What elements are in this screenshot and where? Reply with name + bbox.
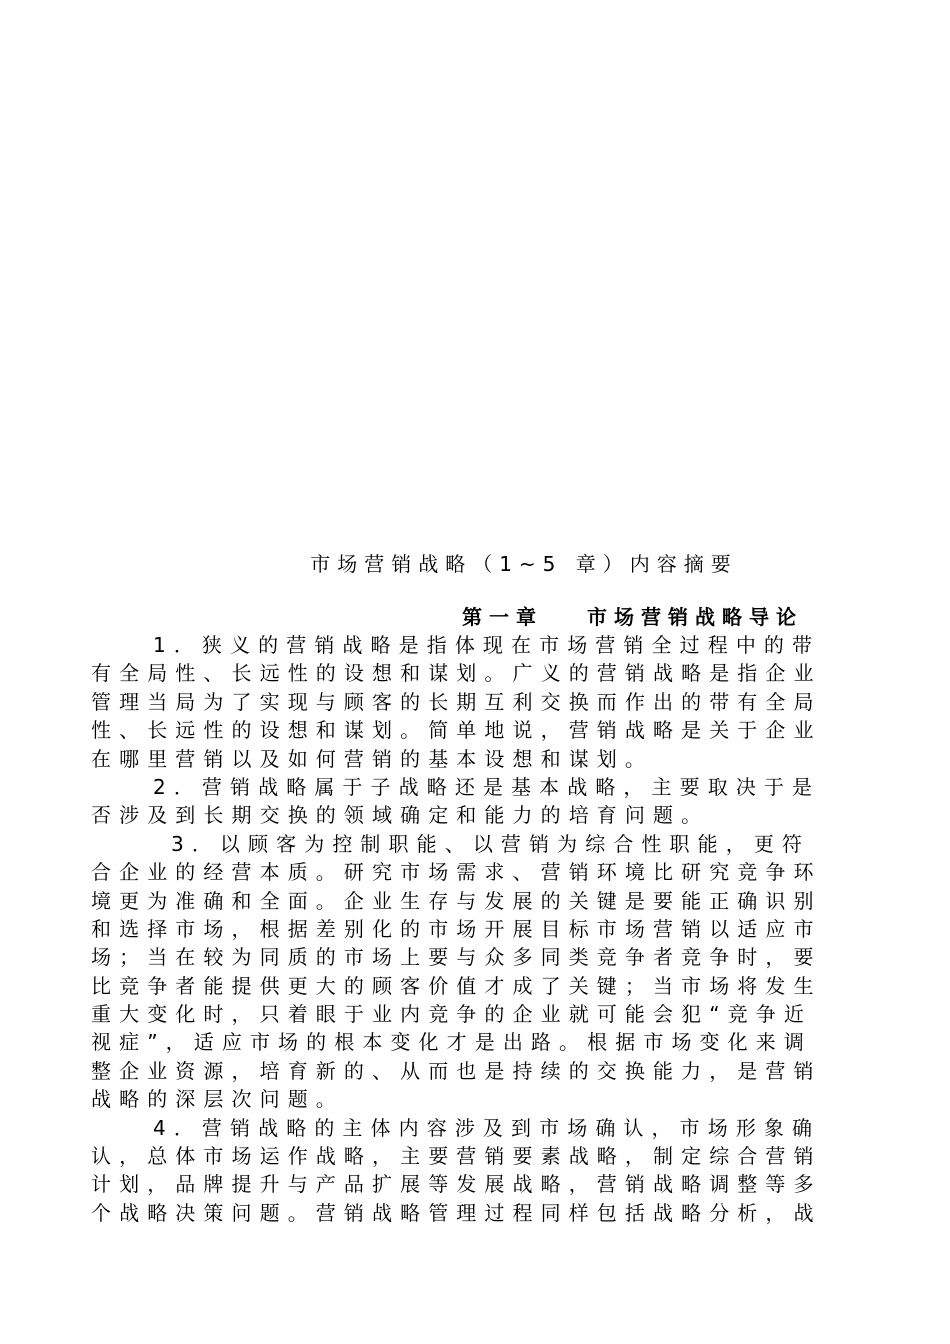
paragraph-3-line: 和选择市场，根据差别化的市场开展目标市场营销以适应市 [91, 916, 822, 941]
paragraph-3-line: 合企业的经营本质。研究市场需求、营销环境比研究竞争环 [91, 860, 822, 885]
paragraph-1-line: 1．狭义的营销战略是指体现在市场营销全过程中的带 [153, 633, 821, 657]
paragraph-4-line: 认，总体市场运作战略，主要营销要素战略，制定综合营销 [91, 1144, 822, 1169]
paragraph-4-line: 4．营销战略的主体内容涉及到市场确认，市场形象确 [153, 1115, 821, 1140]
paragraph-3-line: 场；当在较为同质的市场上要与众多同类竞争者竞争时，要 [91, 945, 822, 970]
paragraph-4-line: 计划，品牌提升与产品扩展等发展战略，营销战略调整等多 [91, 1172, 822, 1197]
chapter-number: 第一章 [462, 605, 543, 629]
paragraph-3-line: 战略的深层次问题。 [91, 1087, 344, 1112]
paragraph-3-line: 整企业资源，培育新的、从而也是持续的交换能力，是营销 [91, 1058, 822, 1083]
paragraph-3-line: 3．以顾客为控制职能、以营销为综合性职能，更符 [171, 831, 811, 856]
paragraph-3-line: 视症”，适应市场的根本变化才是出路。根据市场变化来调 [91, 1030, 812, 1055]
paragraph-4-line: 个战略决策问题。营销战略管理过程同样包括战略分析，战 [91, 1200, 822, 1225]
paragraph-3-line: 境更为准确和全面。企业生存与发展的关键是要能正确识别 [91, 888, 822, 913]
paragraph-3-line: 重大变化时，只着眼于业内竞争的企业就可能会犯“竞争近 [91, 1002, 812, 1027]
body-text [91, 631, 855, 1227]
paragraph-1-line: 管理当局为了实现与顾客的长期互利交换而作出的带有全局 [91, 689, 822, 714]
paragraph-2-line: 否涉及到长期交换的领域确定和能力的培育问题。 [91, 803, 710, 828]
paragraph-3-line: 比竞争者能提供更大的顾客价值才成了关键；当市场将发生 [91, 973, 822, 998]
document-title: 市场营销战略（1~5 章）内容摘要 [310, 552, 738, 576]
paragraph-1-line: 在哪里营销以及如何营销的基本设想和谋划。 [91, 746, 653, 771]
chapter-heading [462, 602, 803, 632]
chapter-name: 市场营销战略导论 [587, 605, 803, 629]
paragraph-1-line: 有全局性、长远性的设想和谋划。广义的营销战略是指企业 [91, 661, 822, 686]
paragraph-2-line: 2．营销战略属于子战略还是基本战略，主要取决于是 [153, 774, 821, 799]
paragraph-1-line: 性、长远性的设想和谋划。简单地说，营销战略是关于企业 [91, 718, 822, 743]
